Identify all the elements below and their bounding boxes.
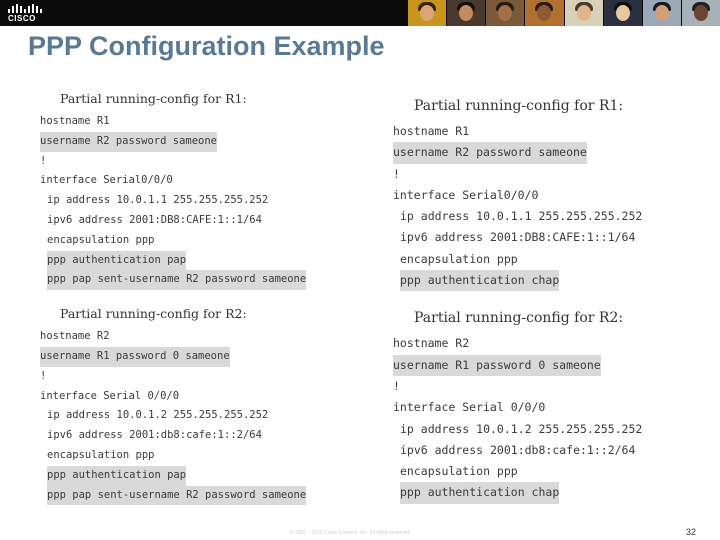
left-r2-config [40,327,340,505]
right-r2-heading: Partial running-config for R2: [414,310,624,327]
photo-7 [643,0,681,26]
config-line: hostname R1 [393,124,470,138]
people-photo-strip [408,0,720,26]
config-line: ! [393,166,400,181]
config-line: interface Serial 0/0/0 [40,389,180,402]
photo-4 [525,0,563,26]
photo-8 [682,0,720,26]
left-r2-heading: Partial running-config for R2: [60,306,247,322]
config-line: username R1 password 0 sameone [40,347,230,367]
config-line: interface Serial0/0/0 [393,187,539,202]
cisco-logo [8,4,42,22]
page-number: 32 [685,527,696,537]
config-line: hostname R2 [393,336,470,351]
chap-config-panel [393,96,693,504]
config-line: ip address 10.0.1.1 255.255.255.252 [47,194,269,207]
config-line: ip address 10.0.1.1 255.255.255.252 [400,209,643,224]
config-line: encapsulation ppp [400,251,518,266]
left-r1-config [40,112,340,290]
left-r1-heading: Partial running-config for R1: [60,91,247,106]
copyright-footer: © 2007 – 2016 Cisco Systems, Inc. All rights reserved. [290,530,411,536]
config-line: ip address 10.0.1.2 255.255.255.252 [47,409,269,422]
right-r2-config [393,333,693,503]
config-line: ppp authentication chap [400,482,559,503]
config-line: hostname R1 [40,115,110,127]
config-line: ipv6 address 2001:DB8:CAFE:1::1/64 [400,230,636,245]
config-line: ! [40,154,47,167]
config-line: ipv6 address 2001:DB8:CAFE:1::1/64 [47,213,262,226]
cisco-logo-text: CISCO [8,14,36,23]
config-line: username R2 password sameone [393,142,587,163]
config-line: ppp pap sent-username R2 password sameone [47,486,306,506]
config-line: ipv6 address 2001:db8:cafe:1::2/64 [47,429,262,442]
config-line: ipv6 address 2001:db8:cafe:1::2/64 [400,442,636,457]
photo-2 [447,0,485,26]
config-line: ip address 10.0.1.2 255.255.255.252 [400,421,643,436]
config-line: encapsulation ppp [47,233,155,246]
config-line: encapsulation ppp [47,448,155,461]
config-line: interface Serial 0/0/0 [393,400,546,415]
photo-6 [604,0,642,26]
cisco-logo-bars-icon [8,4,42,13]
config-line: ! [40,369,47,382]
config-line: ! [393,378,400,393]
photo-5 [565,0,603,26]
config-line: username R1 password 0 sameone [393,355,601,376]
config-line: interface Serial0/0/0 [40,174,173,187]
right-r1-heading: Partial running-config for R1: [414,98,624,114]
slide-title: PPP Configuration Example [28,31,385,61]
config-line: username R2 password sameone [40,132,217,152]
config-line: encapsulation ppp [400,464,518,479]
config-line: ppp pap sent-username R2 password sameone [47,270,306,290]
config-line: ppp authentication chap [400,270,559,291]
photo-3 [486,0,524,26]
top-banner [0,0,720,26]
config-line: ppp authentication pap [47,466,186,486]
config-line: ppp authentication pap [47,251,186,271]
right-r1-config [393,121,693,291]
config-line: hostname R2 [40,330,110,343]
photo-1 [408,0,446,26]
pap-config-panel [40,90,340,505]
